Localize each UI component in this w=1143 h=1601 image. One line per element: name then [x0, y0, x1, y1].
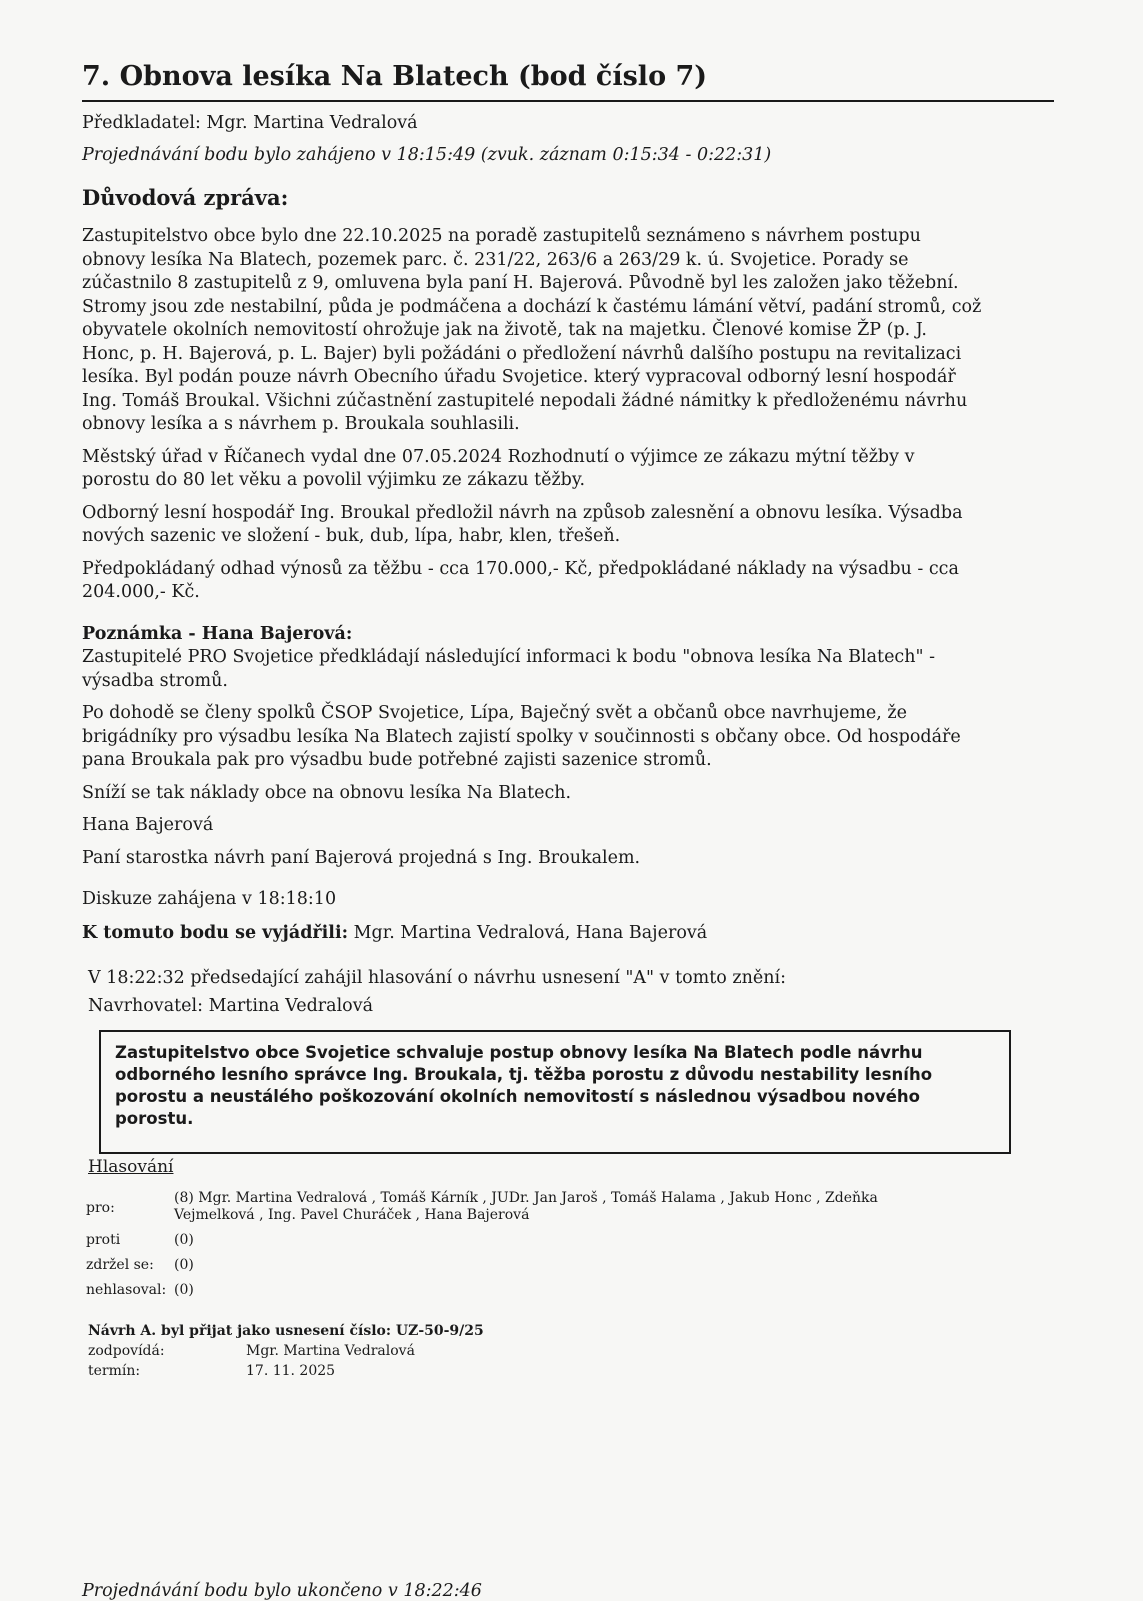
vote-value-line: (0) — [174, 1256, 194, 1273]
vote-value — [174, 1190, 878, 1232]
proposer: Navrhovatel: Martina Vedralová — [88, 995, 374, 1016]
note-line: výsadba stromů. — [82, 670, 228, 691]
report-line: zúčastnilo 8 zastupitelů z 9, omluvena byla paní H. Bajerová. Původně byl les založen jako těžební. — [82, 273, 959, 293]
deadline-label: termín: — [88, 1362, 141, 1379]
vote-value-line: Vejmelková , Ing. Pavel Churáček , Hana Bajerová — [174, 1206, 530, 1223]
vote-value-line: (0) — [174, 1231, 194, 1248]
note-paragraph — [82, 646, 1054, 693]
submitter: Předkladatel: Mgr. Martina Vedralová — [82, 113, 418, 133]
vote-intro: V 18:22:32 předsedající zahájil hlasování o návrhu usnesení "A" v tomto znění: — [88, 968, 787, 988]
resolution-line: porostu a neustálého poškozování okolních nemovitostí s následnou výsadbou nového — [115, 1087, 920, 1106]
vote-label: zdržel se: — [86, 1256, 154, 1273]
vote-row — [86, 1257, 878, 1282]
vote-row — [86, 1232, 878, 1257]
report-line: lesíka. Byl podán pouze návrh Obecního úřadu Svojetice. který vypracoval odborný lesní hospodář — [82, 367, 956, 387]
report-line: 204.000,- Kč. — [82, 582, 200, 602]
vote-label: pro: — [86, 1199, 115, 1216]
vote-label: nehlasoval: — [86, 1281, 167, 1298]
vote-row — [86, 1190, 878, 1232]
report-paragraph — [82, 225, 1054, 437]
vote-value-line: (8) Mgr. Martina Vedralová , Tomáš Kárník , JUDr. Jan Jaroš , Tomáš Halama , Jakub Honc , Zdeňka — [174, 1189, 878, 1206]
note-paragraph — [82, 702, 1054, 773]
speakers-names: Mgr. Martina Vedralová, Hana Bajerová — [353, 922, 708, 943]
report-paragraph — [82, 446, 1054, 493]
report-line: Ing. Tomáš Broukal. Všichni zúčastnění zastupitelé nepodali žádné námitky k předloženému návrhu — [82, 390, 968, 411]
note-paragraph — [82, 847, 1054, 871]
vote-value — [174, 1257, 878, 1282]
vote-value-line: (0) — [174, 1281, 194, 1298]
start-time: Projednávání bodu bylo zahájeno v 18:15:49 (zvuk. záznam 0:15:34 - 0:22:31) — [82, 144, 772, 165]
resolution-line: porostu. — [115, 1109, 194, 1128]
note-line: Hana Bajerová — [82, 815, 214, 835]
resolution-box — [99, 1030, 1011, 1154]
report-line: Odborný lesní hospodář Ing. Broukal předložil návrh na způsob zalesnění a obnovu lesíka. Výsadba — [82, 502, 963, 523]
vote-label: proti — [86, 1231, 121, 1248]
votes-table — [86, 1190, 878, 1307]
responsible-row — [88, 1341, 1054, 1361]
report-line: Stromy jsou zde nestabilní, půda je podmáčena a dochází k častému lámání větví, padání stromů, což — [82, 296, 982, 317]
note-heading: Poznámka - Hana Bajerová: — [82, 623, 353, 644]
section-title: 7. Obnova lesíka Na Blatech (bod číslo 7) — [82, 60, 1054, 102]
note-paragraph — [82, 814, 1054, 838]
voting-title: Hlasování — [88, 1157, 174, 1177]
responsible-label: zodpovídá: — [88, 1342, 165, 1359]
note-body — [82, 646, 1054, 870]
report-line: Předpokládaný odhad výnosů za těžbu - cca 170.000,- Kč, předpokládané náklady na výsadbu - cca — [82, 558, 959, 579]
speakers-label: K tomuto bodu se vyjádřili: — [82, 922, 349, 943]
resolution-line: Zastupitelstvo obce Svojetice schvaluje postup obnovy lesíka Na Blatech podle návrhu — [115, 1043, 923, 1062]
report-body — [82, 225, 1054, 605]
note-line: Paní starostka návrh paní Bajerová projedná s Ing. Broukalem. — [82, 847, 641, 868]
note-line: Po dohodě se členy spolků ČSOP Svojetice, Lípa, Baječný svět a občanů obce navrhujeme, že — [82, 703, 907, 723]
vote-value — [174, 1282, 878, 1307]
speakers-line — [82, 922, 1054, 946]
report-line: obnovy lesíka a s návrhem p. Broukala souhlasili. — [82, 414, 520, 434]
note-paragraph — [82, 782, 1054, 806]
report-paragraph — [82, 558, 1054, 605]
deadline-row — [88, 1361, 1054, 1381]
result-block — [88, 1321, 1054, 1381]
discussion-start: Diskuze zahájena v 18:18:10 — [82, 889, 337, 909]
report-line: Zastupitelstvo obce bylo dne 22.10.2025 na poradě zastupitelů seznámeno s návrhem postupu — [82, 226, 921, 246]
vote-value — [174, 1232, 878, 1257]
report-line: porostu do 80 let věku a povolil výjimku ze zákazu těžby. — [82, 470, 586, 490]
note-line: pana Broukala pak pro výsadbu bude potřebné zajisti sazenice stromů. — [82, 750, 712, 770]
note-line: Zastupitelé PRO Svojetice předkládají následující informaci k bodu "obnova lesíka Na Blatech" - — [82, 647, 936, 667]
deadline-value: 17. 11. 2025 — [246, 1362, 336, 1379]
report-line: Honc, p. H. Bajerová, p. L. Bajer) byli požádáni o předložení návrhů dalšího postupu na revitalizaci — [82, 343, 962, 364]
report-line: obnovy lesíka Na Blatech, pozemek parc. č. 231/22, 263/6 a 263/29 k. ú. Svojetice. Porady se — [82, 249, 909, 270]
report-paragraph — [82, 502, 1054, 549]
vote-row — [86, 1282, 878, 1307]
document-page — [82, 60, 1054, 1381]
report-line: obyvatele okolních nemovitostí ohrožuje jak na životě, tak na majetku. Členové komise ŽP (p. J. — [82, 320, 927, 340]
end-time: Projednávání bodu bylo ukončeno v 18:22:46 — [82, 1580, 482, 1601]
report-heading: Důvodová zpráva: — [82, 185, 289, 210]
note-line: brigádníky pro výsadbu lesíka Na Blatech zajistí spolky v součinnosti s občany obce. Od hospodáře — [82, 726, 961, 747]
responsible-value: Mgr. Martina Vedralová — [246, 1342, 415, 1359]
report-line: Městský úřad v Říčanech vydal dne 07.05.2024 Rozhodnutí o výjimce ze zákazu mýtní těžby v — [82, 446, 915, 467]
note-line: Sníží se tak náklady obce na obnovu lesíka Na Blatech. — [82, 782, 572, 803]
resolution-line: odborného lesního správce Ing. Broukala, tj. těžba porostu z důvodu nestability lesního — [115, 1065, 933, 1084]
report-line: nových sazenic ve složení - buk, dub, lípa, habr, klen, třešeň. — [82, 526, 621, 546]
result-line: Návrh A. byl přijat jako usnesení číslo: UZ-50-9/25 — [88, 1322, 484, 1339]
